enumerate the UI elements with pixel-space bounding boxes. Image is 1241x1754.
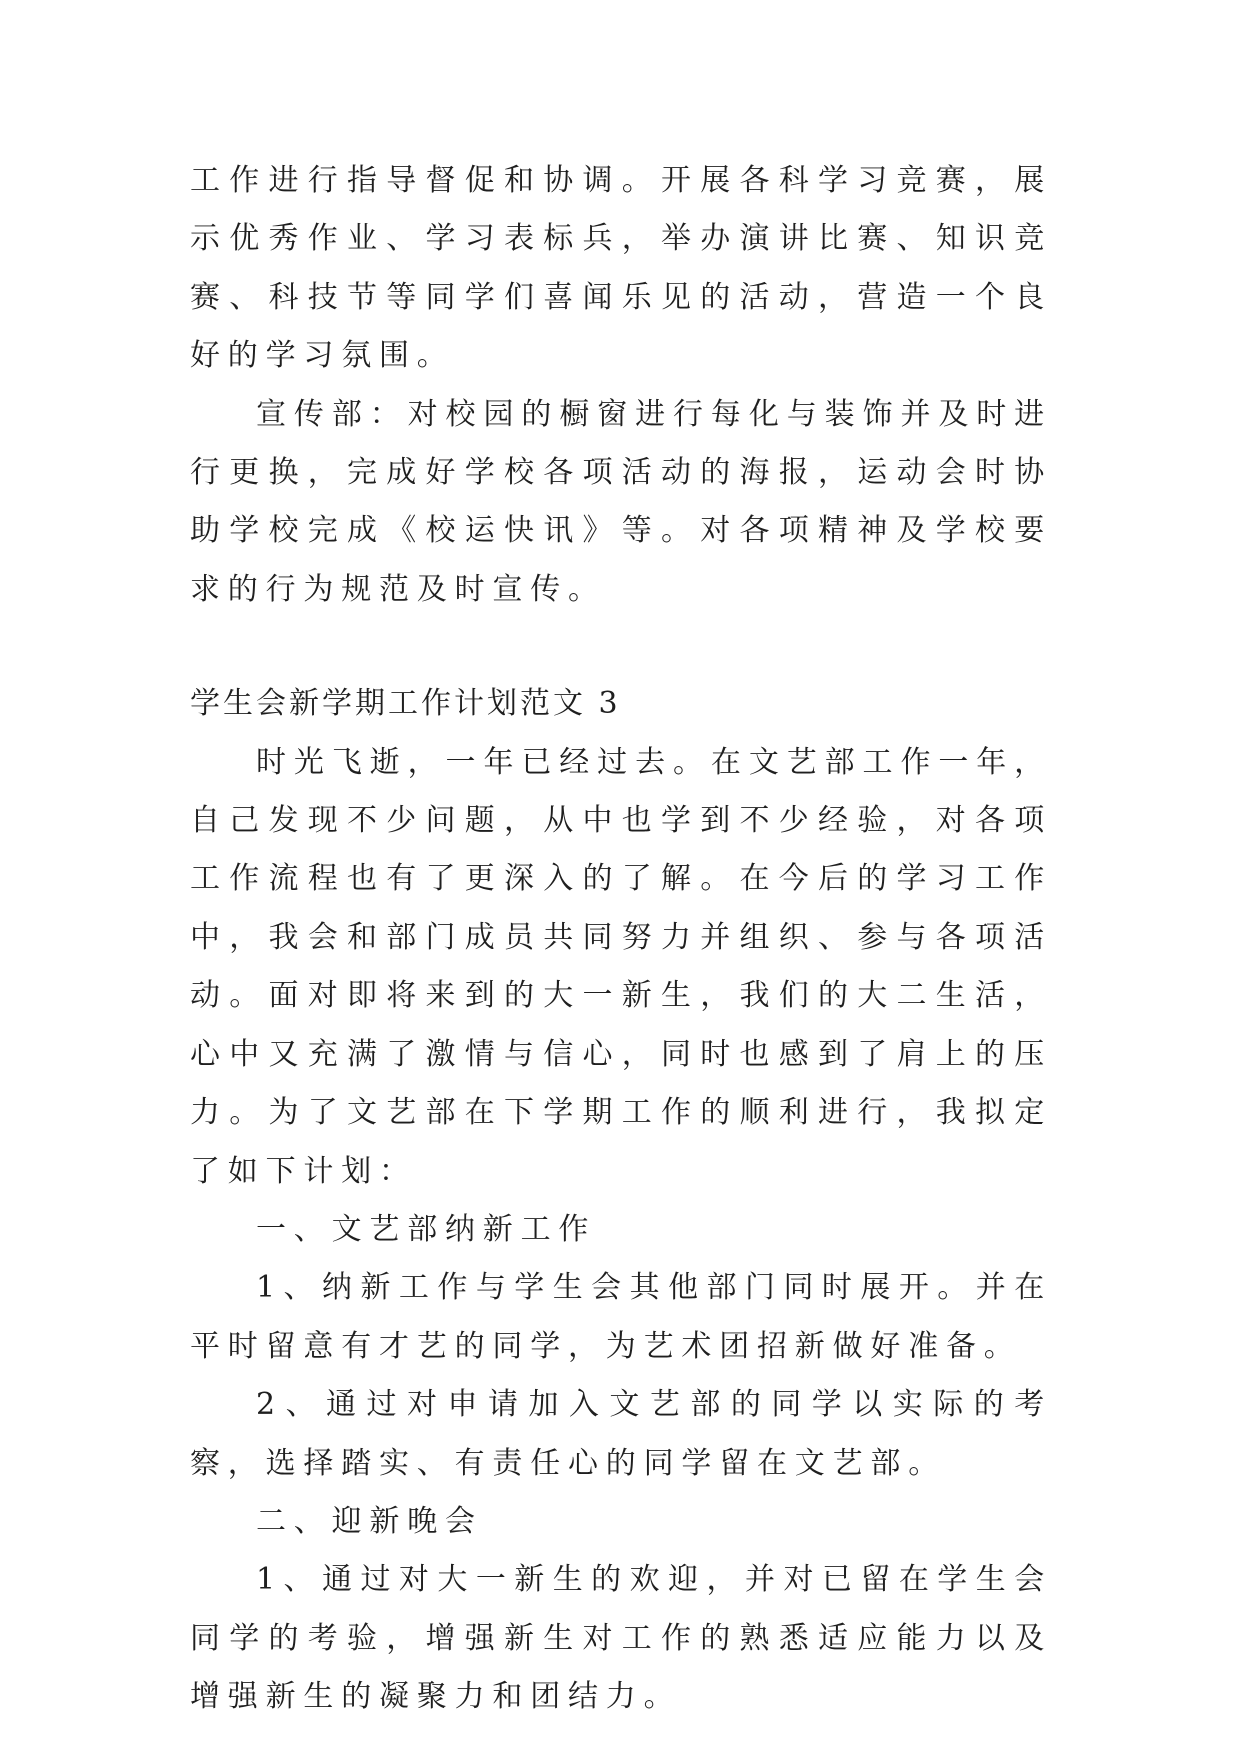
heading-recruitment: 一、文艺部纳新工作: [256, 1211, 597, 1247]
paragraph-recruitment-1: 1、纳新工作与学生会其他部门同时展开。并在平时留意有才艺的同学，为艺术团招新做好准备。: [190, 1270, 1052, 1364]
paragraph-publicity-dept: 宣传部：对校园的橱窗进行每化与装饰并及时进行更换，完成好学校各项活动的海报，运动会时协助学校完成《校运快讯》等。对各项精神及学校要求的行为规范及时宣传。: [190, 396, 1052, 607]
paragraph-intro: 时光飞逝，一年已经过去。在文艺部工作一年，自己发现不少问题，从中也学到不少经验，对各项工作流程也有了更深入的了解。在今后的学习工作中，我会和部门成员共同努力并组织、参与各项活动。面对即将来到的大一新生，我们的大二生活，心中又充满了激情与信心，同时也感到了肩上的压力。为了文艺部在下学期工作的顺利进行，我拟定了如下计划：: [190, 744, 1052, 1189]
paragraph-study-dept-continued: 工作进行指导督促和协调。开展各科学习竞赛，展示优秀作业、学习表标兵，举办演讲比赛、知识竞赛、科技节等同学们喜闻乐见的活动，营造一个良好的学习氛围。: [190, 163, 1052, 374]
paragraph-welcome-party-1: 1、通过对大一新生的欢迎，并对已留在学生会同学的考验，增强新生对工作的熟悉适应能力以及增强新生的凝聚力和团结力。: [190, 1562, 1052, 1715]
heading-welcome-party: 二、迎新晚会: [256, 1503, 483, 1539]
section-title: 学生会新学期工作计划范文 3: [190, 686, 621, 722]
paragraph-recruitment-2: 2、通过对申请加入文艺部的同学以实际的考察，选择踏实、有责任心的同学留在文艺部。: [190, 1387, 1052, 1481]
document-body: [190, 152, 1052, 1727]
